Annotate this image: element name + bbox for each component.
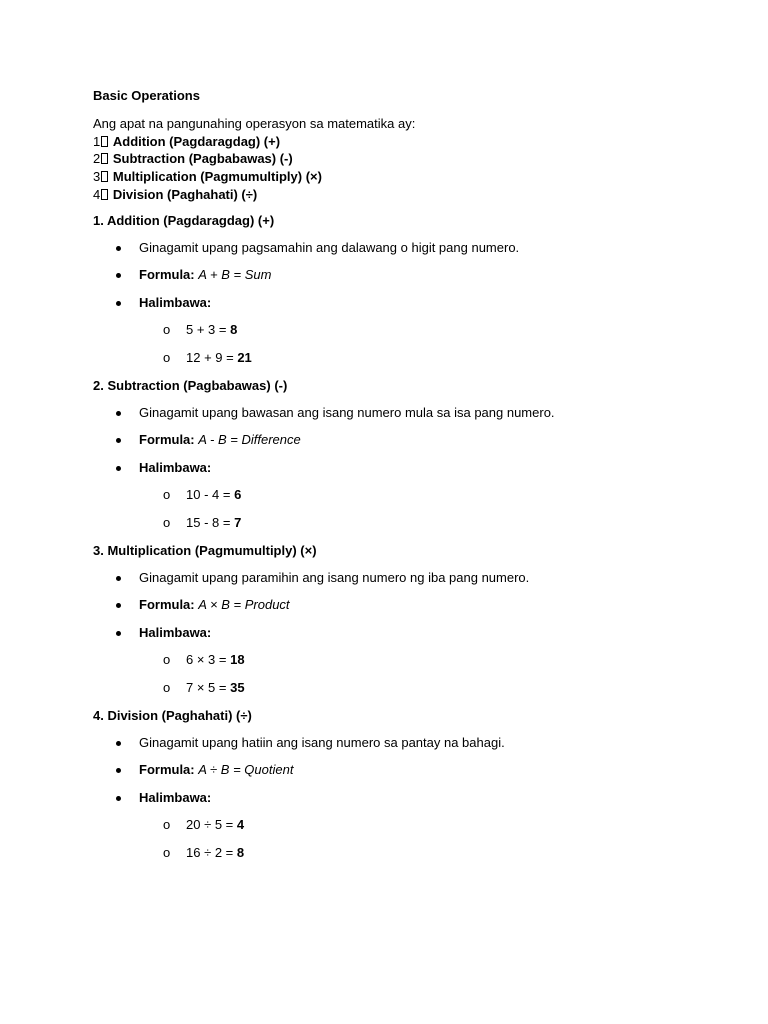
example-result: 4: [236, 817, 245, 832]
example-expression: 5 + 3 =: [186, 322, 231, 337]
bullet-icon: [116, 603, 121, 608]
intro-item-label: Multiplication (Pagmumultiply) (×): [112, 169, 322, 185]
intro-item-number: 2: [93, 151, 101, 167]
description-text: Ginagamit upang hatiin ang isang numero sa pantay na bahagi.: [139, 735, 505, 750]
example-result: 18: [230, 652, 245, 667]
examples-label: Halimbawa:: [139, 625, 212, 640]
example-expression: 7 × 5 =: [186, 680, 231, 695]
document-title: Basic Operations: [93, 88, 200, 103]
bullet-icon: [116, 576, 121, 581]
formula-text: A - B = Difference: [198, 432, 301, 447]
example-result: 35: [230, 680, 245, 695]
example-expression: 12 + 9 =: [186, 350, 238, 365]
formula-label: Formula:: [139, 762, 195, 777]
intro-block: [93, 115, 415, 204]
example-expression: 20 ÷ 5 =: [186, 817, 237, 832]
sub-bullet-marker: o: [163, 817, 171, 832]
sub-bullet-marker: o: [163, 322, 171, 337]
example-expression: 10 - 4 =: [186, 487, 235, 502]
formula-label: Formula:: [139, 597, 195, 612]
example-result: 8: [236, 845, 245, 860]
bullet-icon: [116, 796, 121, 801]
missing-glyph-icon: [101, 189, 108, 200]
section-heading: 1. Addition (Pagdaragdag) (+): [93, 213, 275, 228]
intro-item-label: Division (Paghahati) (÷): [112, 186, 258, 202]
bullet-icon: [116, 246, 121, 251]
example-expression: 6 × 3 =: [186, 652, 231, 667]
example-result: 6: [234, 487, 242, 502]
intro-lead: Ang apat na pangunahing operasyon sa matematika ay:: [93, 116, 416, 131]
description-text: Ginagamit upang bawasan ang isang numero mula sa isa pang numero.: [139, 405, 555, 420]
example-expression: 16 ÷ 2 =: [186, 845, 237, 860]
missing-glyph-icon: [101, 153, 108, 164]
description-text: Ginagamit upang paramihin ang isang numero ng iba pang numero.: [139, 570, 530, 585]
formula-label: Formula:: [139, 267, 195, 282]
bullet-icon: [116, 273, 121, 278]
bullet-icon: [116, 411, 121, 416]
missing-glyph-icon: [101, 136, 108, 147]
bullet-icon: [116, 301, 121, 306]
sub-bullet-marker: o: [163, 487, 171, 502]
examples-label: Halimbawa:: [139, 790, 212, 805]
bullet-icon: [116, 631, 121, 636]
formula-text: A ÷ B = Quotient: [198, 762, 294, 777]
intro-item-number: 3: [93, 169, 101, 185]
intro-item: [93, 186, 415, 204]
intro-item: [93, 150, 415, 168]
intro-item-number: 4: [93, 186, 101, 202]
section-heading: 2. Subtraction (Pagbabawas) (-): [93, 378, 288, 393]
bullet-icon: [116, 466, 121, 471]
formula-text: A × B = Product: [198, 597, 290, 612]
missing-glyph-icon: [101, 171, 108, 182]
formula-text: A + B = Sum: [198, 267, 272, 282]
section-heading: 4. Division (Paghahati) (÷): [93, 708, 252, 723]
sub-bullet-marker: o: [163, 652, 171, 667]
intro-item: [93, 168, 415, 186]
intro-item-number: 1: [93, 133, 101, 149]
example-result: 8: [230, 322, 238, 337]
bullet-icon: [116, 438, 121, 443]
bullet-icon: [116, 768, 121, 773]
sub-bullet-marker: o: [163, 680, 171, 695]
example-result: 7: [234, 515, 242, 530]
section-heading: 3. Multiplication (Pagmumultiply) (×): [93, 543, 317, 558]
example-result: 21: [237, 350, 252, 365]
description-text: Ginagamit upang pagsamahin ang dalawang o higit pang numero.: [139, 240, 520, 255]
sub-bullet-marker: o: [163, 845, 171, 860]
sub-bullet-marker: o: [163, 515, 171, 530]
examples-label: Halimbawa:: [139, 295, 212, 310]
bullet-icon: [116, 741, 121, 746]
formula-label: Formula:: [139, 432, 195, 447]
intro-item-label: Subtraction (Pagbabawas) (-): [112, 151, 293, 167]
example-expression: 15 - 8 =: [186, 515, 235, 530]
examples-label: Halimbawa:: [139, 460, 212, 475]
intro-item: [93, 133, 415, 151]
sub-bullet-marker: o: [163, 350, 171, 365]
intro-item-label: Addition (Pagdaragdag) (+): [112, 133, 281, 149]
